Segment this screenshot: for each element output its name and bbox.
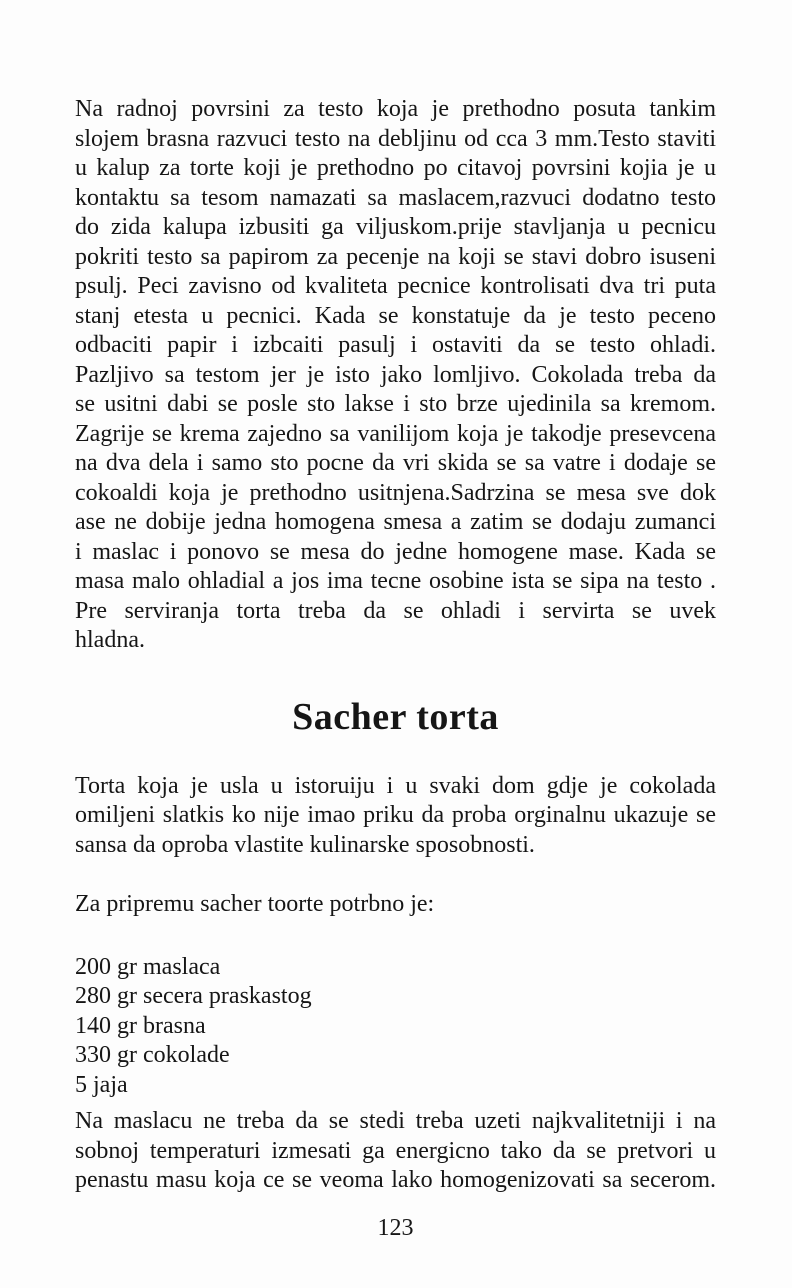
text-line: cokoaldi koja je prethodno usitnjena.Sadrzina se mesa sve dok [75, 479, 716, 506]
text-line: se usitni dabi se posle sto lakse i sto brze ujedinila sa kremom. [75, 391, 716, 417]
ingredient-item: 330 gr cokolade [75, 1042, 230, 1068]
text-line: sansa da oproba vlastite kulinarske sposobnosti. [75, 831, 535, 858]
text-line: omiljeni slatkis ko nije imao priku da proba orginalnu ukazuje se [75, 802, 716, 828]
text-line: i maslac i ponovo se mesa do jedne homogene mase. Kada se [75, 538, 716, 565]
text-line: masa malo ohladial a jos ima tecne osobine ista se sipa na testo . [75, 568, 716, 594]
ingredient-item: 280 gr secera praskastog [75, 983, 312, 1009]
ingredient-item: 140 gr brasna [75, 1012, 206, 1039]
text-line: kontaktu sa tesom namazati sa maslacem,razvuci dodatno testo [75, 184, 716, 211]
text-line: pokriti testo sa papirom za pecenje na koji se stavi dobro isuseni [75, 243, 716, 270]
text-line: Na radnoj povrsini za testo koja je prethodno posuta tankim [75, 96, 716, 122]
text-line: psulj. Peci zavisno od kvaliteta pecnice kontrolisati dva tri puta [75, 273, 716, 299]
ingredient-item: 200 gr maslaca [75, 953, 221, 980]
recipe-instructions-paragraph [75, 95, 716, 656]
recipe-intro-paragraph [75, 772, 716, 861]
text-line: do zida kalupa izbusiti ga viljuskom.prije stavljanja u pecnicu [75, 214, 716, 240]
text-line: na dva dela i samo sto pocne da vri skida se sa vatre i dodaje se [75, 450, 716, 476]
butter-note-paragraph [75, 1107, 716, 1196]
text-line: penastu masu koja ce se veoma lako homogenizovati sa secerom. [75, 1167, 716, 1193]
text-line: odbaciti papir i izbcaiti pasulj i ostaviti da se testo ohladi. [75, 332, 716, 358]
recipe-title: Sacher torta [292, 695, 499, 738]
text-line: hladna. [75, 627, 145, 653]
text-line: Na maslacu ne treba da se stedi treba uzeti najkvalitetniji i na [75, 1108, 716, 1134]
text-line: ase ne dobije jedna homogena smesa a zatim se dodaju zumanci [75, 509, 716, 535]
text-line: sobnoj temperaturi izmesati ga energicno tako da se pretvori u [75, 1137, 716, 1164]
text-line: Zagrije se krema zajedno sa vanilijom koja je takodje presevcena [75, 420, 716, 447]
page-number: 123 [377, 1214, 414, 1241]
ingredients-intro-line: Za pripremu sacher toorte potrbno je: [75, 891, 435, 917]
text-line: slojem brasna razvuci testo na debljinu od cca 3 mm.Testo staviti [75, 125, 716, 152]
text-line: Pazljivo sa testom jer je isto jako lomljivo. Cokolada treba da [75, 361, 716, 388]
text-line: u kalup za torte koji je prethodno po citavoj povrsini kojia je u [75, 155, 716, 181]
page-content [75, 95, 716, 1243]
ingredient-item: 5 jaja [75, 1071, 128, 1098]
text-line: Pre serviranja torta treba da se ohladi i servirta se uvek [75, 597, 716, 624]
ingredients-list [75, 953, 716, 1101]
text-line: stanj etesta u pecnici. Kada se konstatuje da je testo peceno [75, 302, 716, 329]
text-line: Torta koja je usla u istoruiju i u svaki dom gdje je cokolada [75, 772, 716, 799]
